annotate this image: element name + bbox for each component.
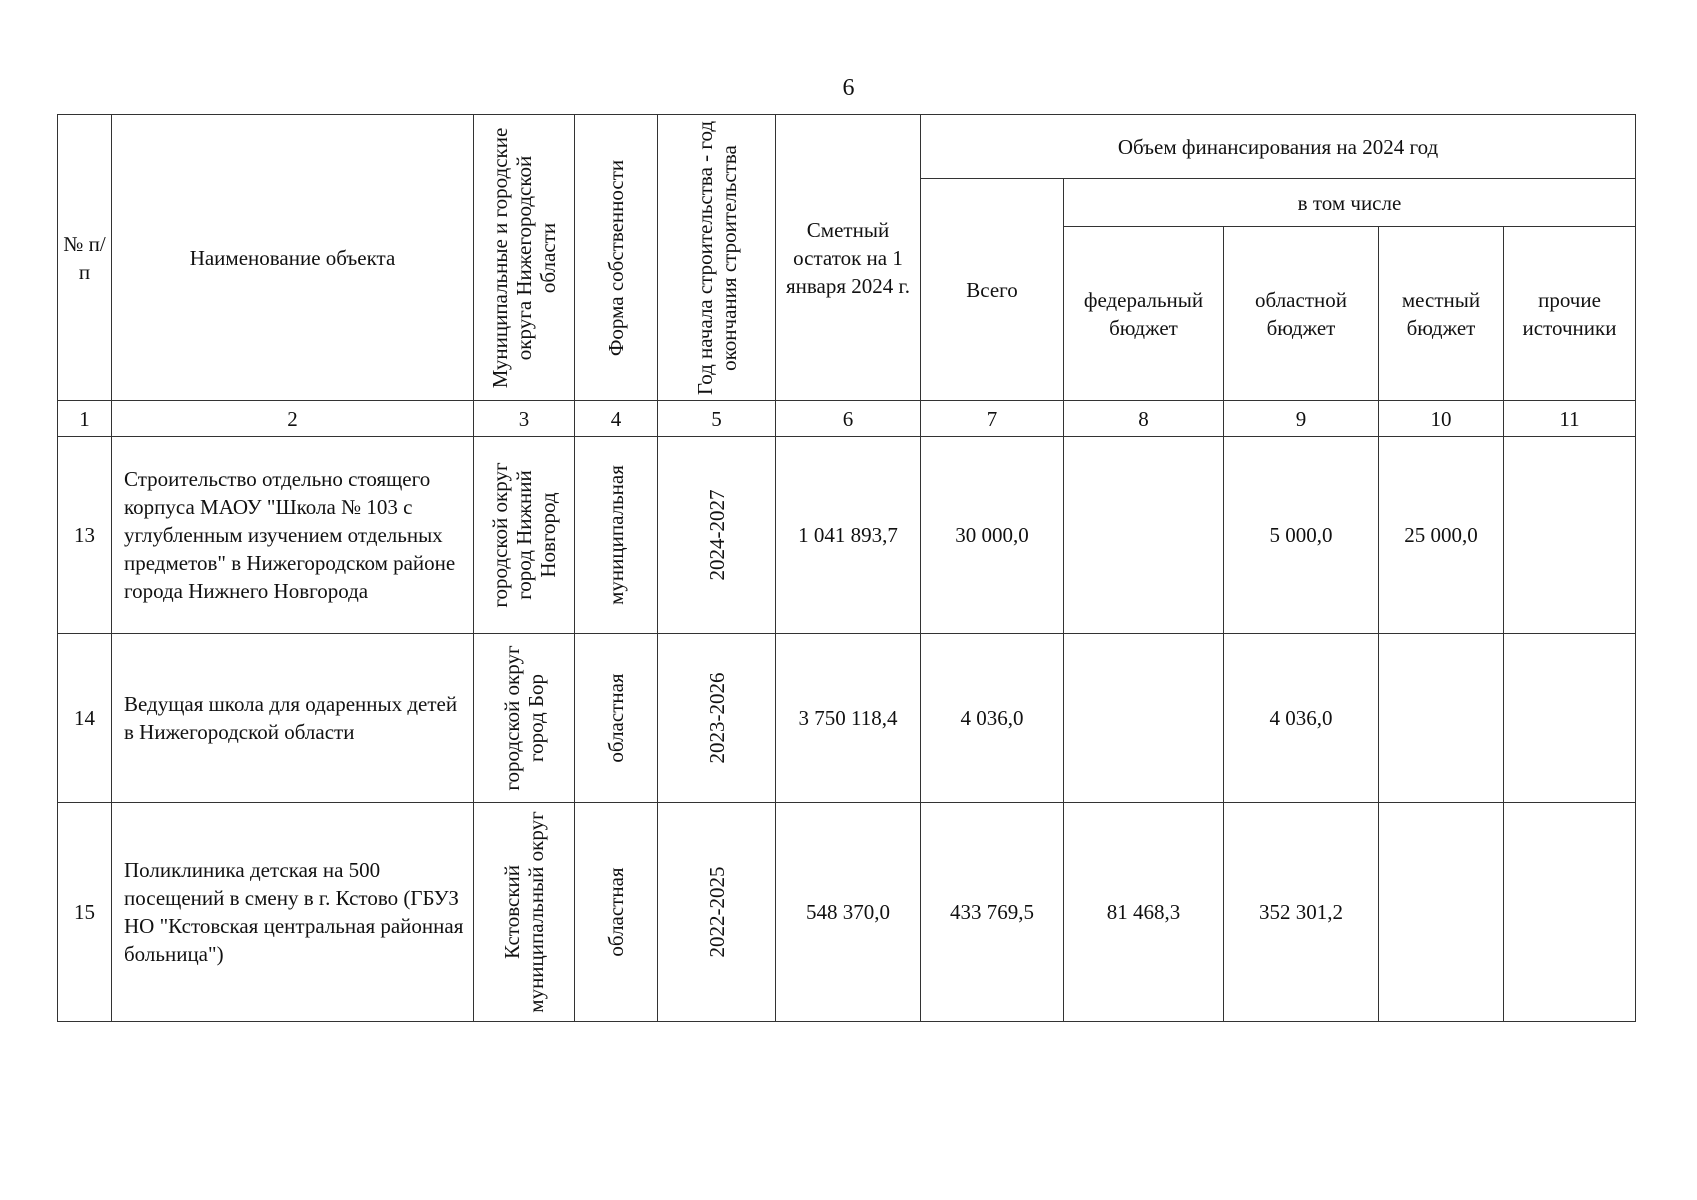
header-col-other — [1504, 227, 1636, 401]
column-number: 10 — [1379, 401, 1504, 437]
header-col-name-label: Наименование объекта — [189, 245, 396, 270]
header-col-years — [658, 115, 776, 401]
column-number: 9 — [1224, 401, 1379, 437]
years-cell — [658, 803, 776, 1022]
column-numbers-row — [58, 401, 1636, 437]
ownership-cell — [575, 634, 658, 803]
header-row-top — [58, 115, 1636, 179]
ownership-text: областная — [604, 867, 628, 957]
other-value — [1504, 634, 1636, 803]
regional-value: 5 000,0 — [1224, 437, 1379, 634]
years-text: 2023-2026 — [704, 672, 729, 764]
remainder-value: 1 041 893,7 — [776, 437, 921, 634]
header-col-district-label: Муниципальные и городские округа Нижегородской области — [488, 127, 560, 388]
object-name: Строительство отдельно стоящего корпуса МАОУ "Школа № 103 с углубленным изучением отдельных предметов" в Нижегородском районе города Нижнего Новгорода — [112, 437, 474, 634]
header-col-regional — [1224, 227, 1379, 401]
federal-value — [1064, 634, 1224, 803]
total-value: 4 036,0 — [921, 634, 1064, 803]
financing-table — [57, 114, 1636, 1022]
header-col-remainder-label: Сметный остаток на 1 января 2024 г. — [785, 217, 910, 298]
column-number: 2 — [112, 401, 474, 437]
local-value: 25 000,0 — [1379, 437, 1504, 634]
district-text: городской округ город Бор — [500, 645, 548, 791]
years-cell — [658, 437, 776, 634]
header-col-number-label: № п/п — [63, 231, 106, 284]
header-col-regional-label: областной бюджет — [1255, 287, 1347, 340]
regional-value: 4 036,0 — [1224, 634, 1379, 803]
remainder-value: 548 370,0 — [776, 803, 921, 1022]
total-value: 433 769,5 — [921, 803, 1064, 1022]
header-col-remainder — [776, 115, 921, 401]
federal-value: 81 468,3 — [1064, 803, 1224, 1022]
column-number: 11 — [1504, 401, 1636, 437]
other-value — [1504, 437, 1636, 634]
column-number: 7 — [921, 401, 1064, 437]
ownership-text: муниципальная — [604, 465, 628, 605]
object-name: Ведущая школа для одаренных детей в Нижегородской области — [112, 634, 474, 803]
header-col-other-label: прочие источники — [1522, 287, 1617, 340]
years-text: 2024-2027 — [704, 489, 729, 581]
table-row — [58, 437, 1636, 634]
federal-value — [1064, 437, 1224, 634]
district-cell — [474, 634, 575, 803]
column-number: 1 — [58, 401, 112, 437]
ownership-cell — [575, 803, 658, 1022]
header-col-ownership-label: Форма собственности — [604, 159, 628, 356]
other-value — [1504, 803, 1636, 1022]
table-row — [58, 803, 1636, 1022]
column-number: 5 — [658, 401, 776, 437]
header-col-number — [58, 115, 112, 401]
ownership-text: областная — [604, 673, 628, 763]
header-including-label: в том числе — [1297, 190, 1402, 215]
header-col-ownership — [575, 115, 658, 401]
column-number: 4 — [575, 401, 658, 437]
years-cell — [658, 634, 776, 803]
district-cell — [474, 437, 575, 634]
row-number: 13 — [58, 437, 112, 634]
header-col-total-label: Всего — [966, 277, 1018, 302]
years-text: 2022-2025 — [704, 866, 729, 958]
column-number: 3 — [474, 401, 575, 437]
district-cell — [474, 803, 575, 1022]
table-row — [58, 634, 1636, 803]
district-text: городской округ город Нижний Новгород — [488, 462, 560, 608]
column-number: 6 — [776, 401, 921, 437]
header-col-federal-label: федеральный бюджет — [1083, 287, 1204, 340]
header-financing-title-label: Объем финансирования на 2024 год — [1117, 134, 1439, 159]
district-text: Кстовский муниципальный округ — [500, 811, 548, 1013]
header-col-district — [474, 115, 575, 401]
object-name: Поликлиника детская на 500 посещений в смену в г. Кстово (ГБУЗ НО "Кстовская центральная районная больница") — [112, 803, 474, 1022]
column-number: 8 — [1064, 401, 1224, 437]
total-value: 30 000,0 — [921, 437, 1064, 634]
row-number: 14 — [58, 634, 112, 803]
page-number: 6 — [842, 75, 855, 101]
header-col-local-label: местный бюджет — [1401, 287, 1481, 340]
ownership-cell — [575, 437, 658, 634]
regional-value: 352 301,2 — [1224, 803, 1379, 1022]
header-col-name — [112, 115, 474, 401]
header-col-years-label: Год начала строительства - год окончания строительства — [692, 120, 741, 395]
header-including — [1064, 179, 1636, 227]
remainder-value: 3 750 118,4 — [776, 634, 921, 803]
local-value — [1379, 803, 1504, 1022]
local-value — [1379, 634, 1504, 803]
header-col-local — [1379, 227, 1504, 401]
header-financing-title — [921, 115, 1636, 179]
row-number: 15 — [58, 803, 112, 1022]
header-col-federal — [1064, 227, 1224, 401]
header-col-total — [921, 179, 1064, 401]
